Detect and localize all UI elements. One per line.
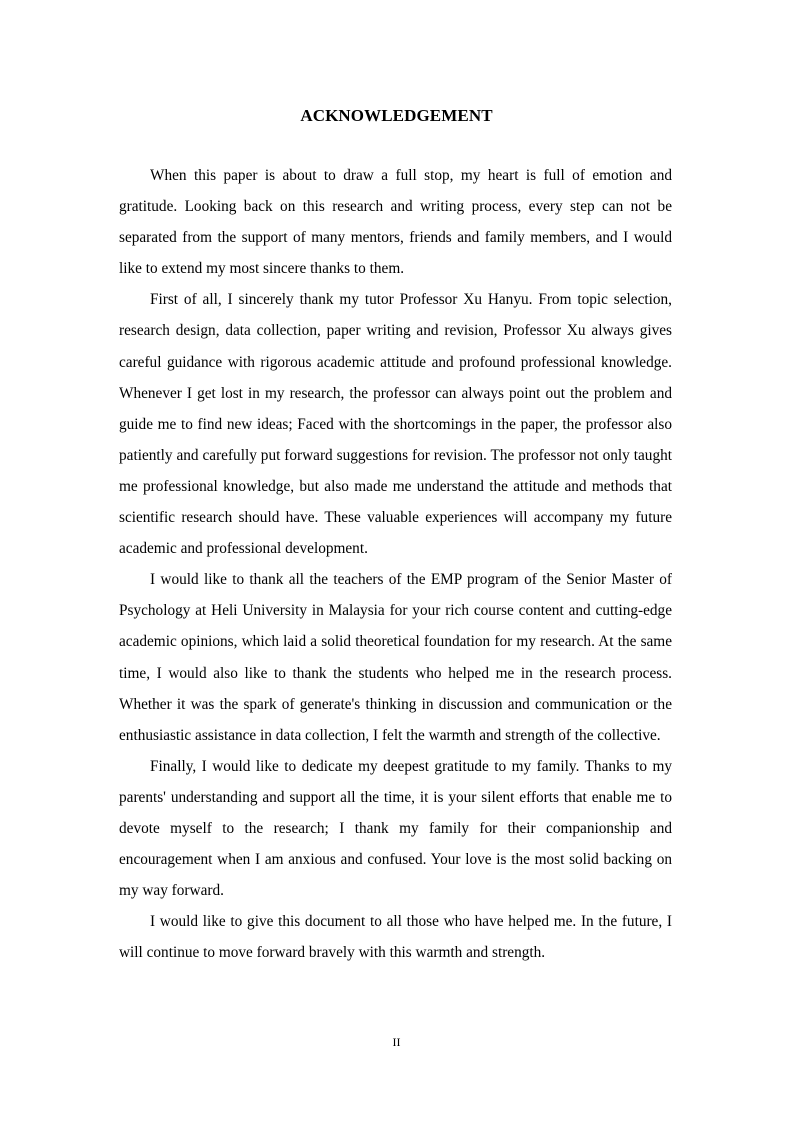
page-title: ACKNOWLEDGEMENT <box>300 106 493 125</box>
paragraph-1: When this paper is about to draw a full stop, my heart is full of emotion and gratitude. Looking back on this research and writing process, every step can not be separated from the support of many mentors, friends and family members, and I would like to extend my most sincere thanks to them. <box>119 167 672 278</box>
acknowledgement-body <box>119 160 672 968</box>
paragraph-2: First of all, I sincerely thank my tutor Professor Xu Hanyu. From topic selection, research design, data collection, paper writing and revision, Professor Xu always gives careful guidance with rigorous academic attitude and profound professional knowledge. Whenever I get lost in my research, the professor can always point out the problem and guide me to find new ideas; Faced with the shortcomings in the paper, the professor also patiently and carefully put forward suggestions for revision. The professor not only taught me professional knowledge, but also made me understand the attitude and methods that scientific research should have. These valuable experiences will accompany my future academic and professional development. <box>119 291 672 558</box>
paragraph-5: I would like to give this document to all those who have helped me. In the future, I will continue to move forward bravely with this warmth and strength. <box>119 913 672 962</box>
paragraph-4: Finally, I would like to dedicate my deepest gratitude to my family. Thanks to my parents' understanding and support all the time, it is your silent efforts that enable me to devote myself to the research; I thank my family for their companionship and encouragement when I am anxious and confused. Your love is the most solid backing on my way forward. <box>119 757 672 900</box>
paragraph-3: I would like to thank all the teachers of the EMP program of the Senior Master of Psychology at Heli University in Malaysia for your rich course content and cutting-edge academic opinions, which laid a solid theoretical foundation for my research. At the same time, I would also like to thank the students who helped me in the research process. Whether it was the spark of generate's thinking in discussion and communication or the enthusiastic assistance in data collection, I felt the warmth and strength of the collective. <box>119 571 672 744</box>
page-number: II <box>392 1035 401 1049</box>
